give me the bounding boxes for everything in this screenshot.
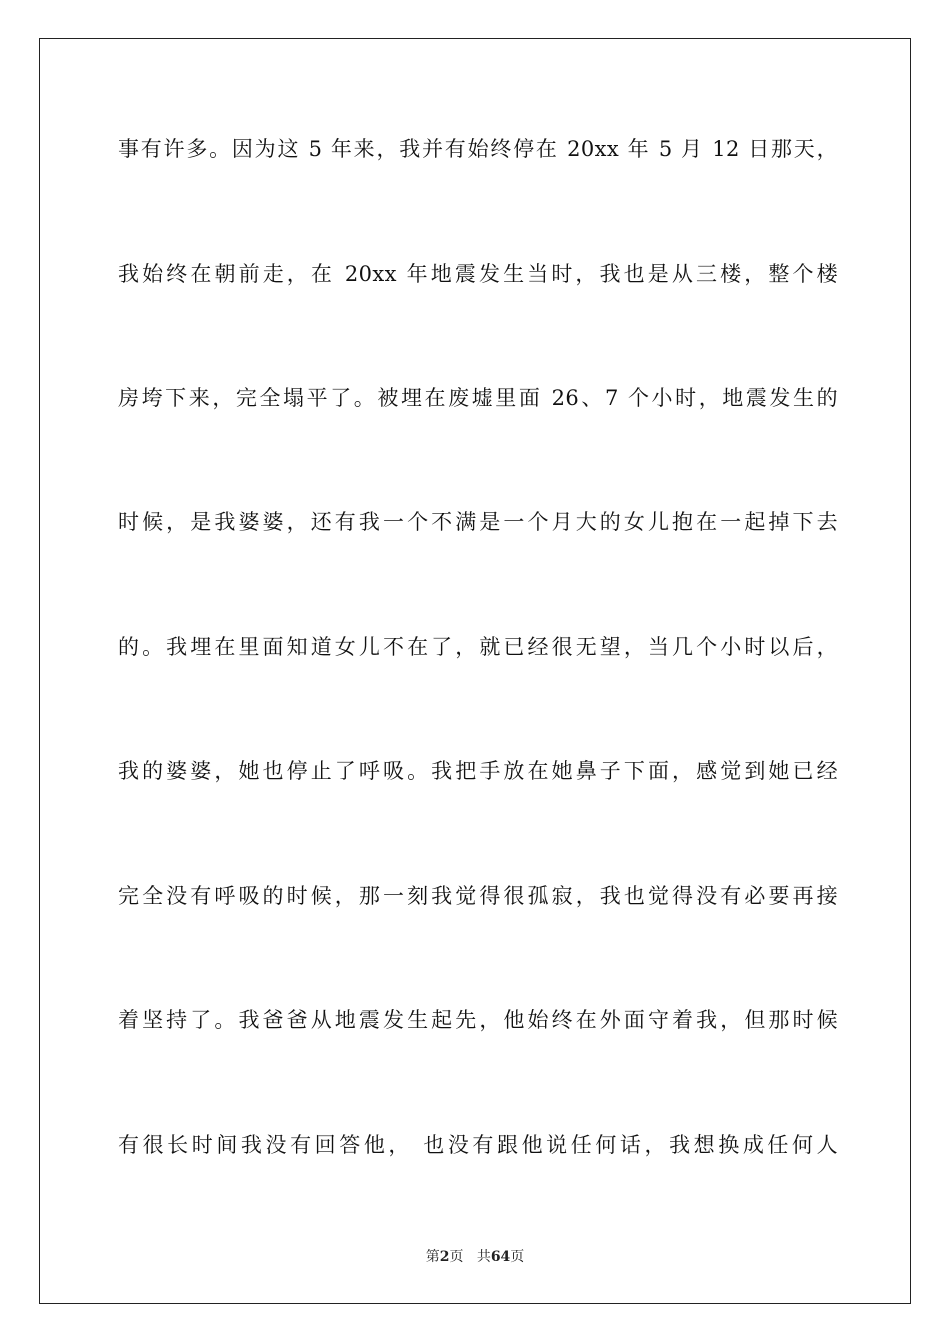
page-prefix: 第: [425, 1249, 440, 1265]
text-line: 完全没有呼吸的时候，那一刻我觉得很孤寂，我也觉得没有必要再接: [118, 884, 838, 908]
text-line: 我始终在朝前走，在 20xx 年地震发生当时，我也是从三楼，整个楼: [118, 262, 838, 286]
page-suffix: 页: [449, 1249, 464, 1265]
page-number: 2: [439, 1249, 450, 1265]
total-pages: 64: [490, 1249, 511, 1265]
text-line: 事有许多。因为这 5 年来，我并有始终停在 20xx 年 5 月 12 日那天，: [118, 137, 838, 161]
total-suffix: 页: [510, 1249, 525, 1265]
text-line: 的。我埋在里面知道女儿不在了，就已经很无望，当几个小时以后，: [118, 635, 838, 659]
total-prefix: 共: [476, 1249, 491, 1265]
page-border: [39, 38, 911, 1304]
text-line: 我的婆婆，她也停止了呼吸。我把手放在她鼻子下面，感觉到她已经: [118, 759, 838, 783]
text-line: 着坚持了。我爸爸从地震发生起先，他始终在外面守着我，但那时候: [118, 1008, 838, 1032]
page-footer: [0, 1248, 950, 1266]
text-line: 房垮下来，完全塌平了。被埋在废墟里面 26、7 个小时，地震发生的: [118, 386, 838, 410]
text-line: 有很长时间我没有回答他， 也没有跟他说任何话，我想换成任何人: [118, 1133, 838, 1157]
text-line: 时候，是我婆婆，还有我一个不满是一个月大的女儿抱在一起掉下去: [118, 510, 838, 534]
